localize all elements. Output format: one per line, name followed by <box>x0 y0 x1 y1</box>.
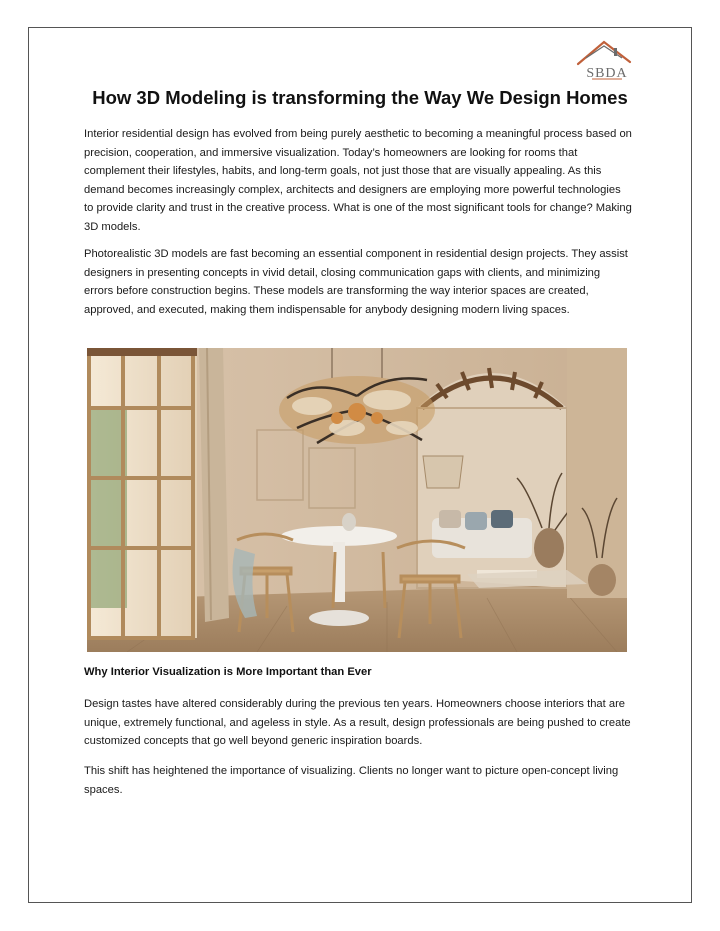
logo-text: SBDA <box>586 66 628 81</box>
fourth-paragraph: This shift has heightened the importance of visualizing. Clients no longer want to picture open-concept living spaces. <box>84 765 619 796</box>
section-subheading: Why Interior Visualization is More Important than Ever <box>84 666 372 678</box>
interior-render-image <box>87 348 627 652</box>
company-logo <box>574 38 638 82</box>
house-roof-logo-icon <box>574 38 638 82</box>
second-paragraph: Photorealistic 3D models are fast becoming an essential component in residential design projects. They assist designers in presenting concepts in vivid detail, closing communication gaps with clients, and minimizing errors before construction begins. These models are transforming the way interior spaces are created, approved, and executed, making them indispensable for anybody designing modern living spaces. <box>84 248 628 316</box>
third-paragraph: Design tastes have altered considerably during the previous ten years. Homeowners choose interiors that are unique, extremely functional, and ageless in style. As a result, design professionals are being pushed to create customized concepts that go well beyond generic inspiration boards. <box>84 698 631 748</box>
article-title: How 3D Modeling is transforming the Way We Design Homes <box>92 87 628 108</box>
intro-paragraph: Interior residential design has evolved from being purely aesthetic to becoming a meaningful process based on precision, cooperation, and immersive visualization. Today’s homeowners are looking for rooms that complement their lifestyles, habits, and long-term goals, not just those that are visually appealing. As this demand becomes increasingly complex, architects and designers are employing more powerful technologies to provide clarity and trust in the creative process. What is one of the most significant tools for change? Making 3D models. <box>84 128 632 233</box>
